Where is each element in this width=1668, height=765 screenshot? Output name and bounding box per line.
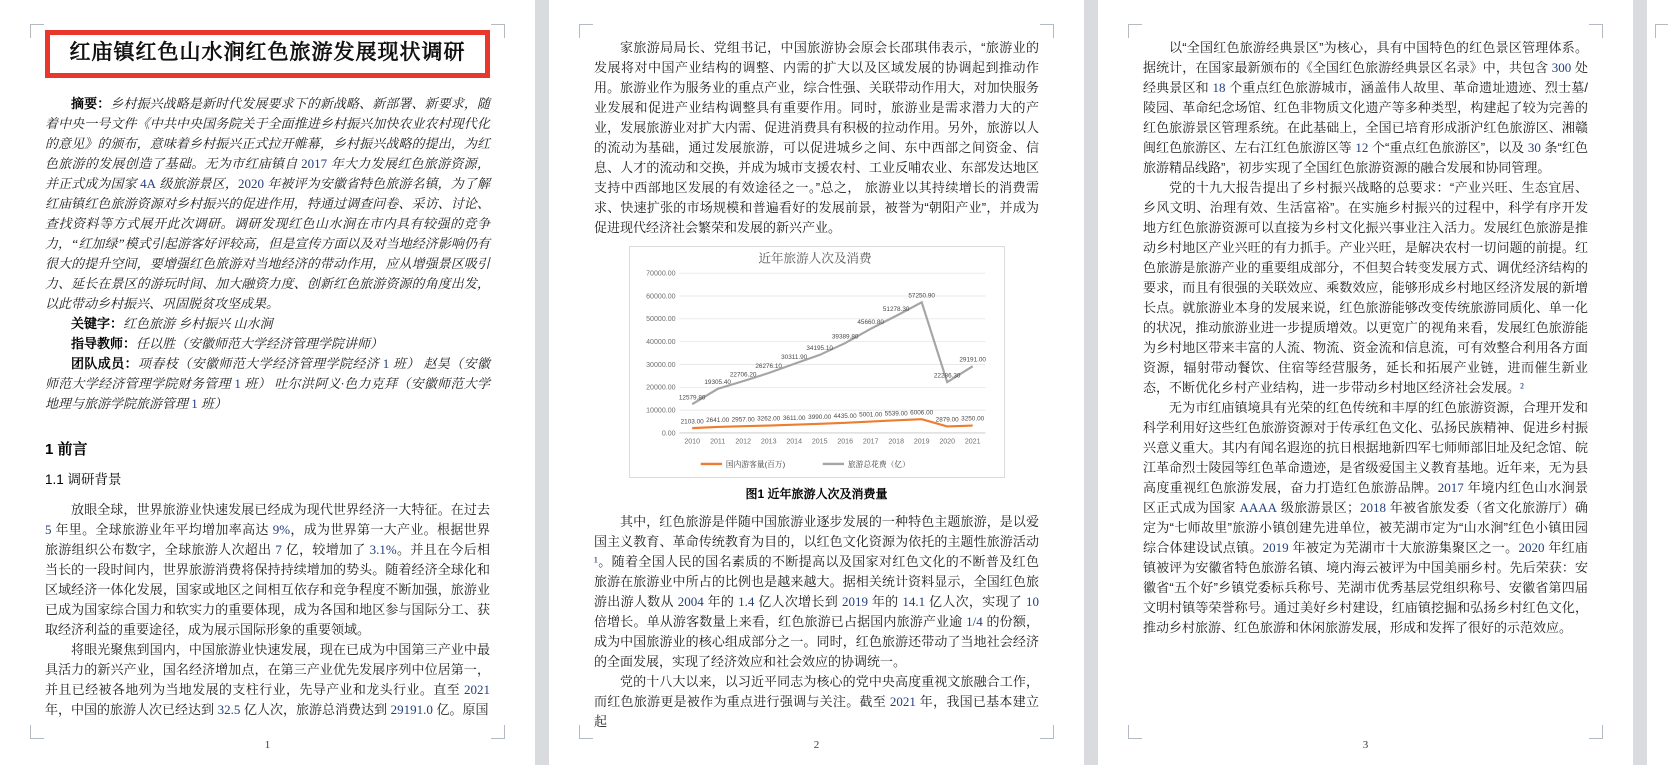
svg-text:2021: 2021 bbox=[964, 438, 981, 446]
svg-text:22286.30: 22286.30 bbox=[933, 372, 960, 380]
paragraph: 无为市红庙镇境具有光荣的红色传统和丰厚的红色旅游资源，合理开发和科学利用好这些红色旅游资源对于传承红色文化、弘扬民族精神、促进乡村振兴意义重大。其内有闻名遐迩的抗日根据地新四军七师师部旧址及纪念馆、皖江革命烈士陵园等红色革命遗迹，是省级爱国主义教育基地。近年来，无为县高度重视红色旅游发展，奋力打造红色旅游品牌。2017 年境内红色山水涧景区正式成为国家 AAAA 级旅游景区；2018 年被省旅发委（省文化旅游厅）确定为“七师故里”旅游小镇创建先进单位，被芜湖市定为“山水涧”红色小镇田园综合体建设试点镇。2019 年被定为芜湖市十大旅游集聚区之一。2020 年红庙镇被评为安徽省特色旅游名镇、境内海云被评为中国美丽乡村。先后荣获：安徽省“五个好”乡镇党委标兵称号、芜湖市优秀基层党组织称号、安徽省第四届文明村镇等荣誉称号。通过美好乡村建设，红庙镇挖掘和弘扬乡村红色文化，推动乡村旅游、红色旅游和休闲旅游发展，形成和发挥了很好的示范效应。 bbox=[1143, 400, 1588, 635]
page-number: 1 bbox=[264, 739, 271, 751]
text-boundary-mark bbox=[1655, 24, 1668, 38]
svg-text:30311.90: 30311.90 bbox=[780, 353, 807, 361]
document-title: 红庙镇红色山水涧红色旅游发展现状调研 bbox=[69, 41, 466, 64]
text-boundary-mark bbox=[1040, 24, 1054, 38]
svg-text:19305.40: 19305.40 bbox=[703, 379, 731, 387]
advisor-line bbox=[45, 334, 490, 354]
text-boundary-mark bbox=[1128, 725, 1142, 739]
svg-text:2016: 2016 bbox=[836, 438, 853, 446]
svg-text:20000.00: 20000.00 bbox=[645, 384, 676, 392]
paragraph: 其中，红色旅游是伴随中国旅游业逐步发展的一种特色主题旅游，是以爱国主义教育、革命传统教育为目的，以红色文化资源为依托的主题性旅游活动¹。随着全国人民的国名素质的不断提高以及国家对红色文化的不断普及红色旅游在旅游业中所占的比例也是越来越大。据相关统计资料显示，全国红色旅游出游人数从 2004 年的 1.4 亿人次增长到 2019 年的 14.1 亿人次，实现了 10 倍增长。单从游客数量上来看，红色旅游已占据国内旅游产业逾 1/4 的份额，成为中国旅游业的核心组成部分之一。同时，红色旅游还带动了当地社会经济的全面发展，实现了经济效应和社会效应的协调统一。 bbox=[594, 513, 1039, 669]
svg-text:2957.00: 2957.00 bbox=[731, 416, 755, 424]
svg-text:29191.00: 29191.00 bbox=[958, 356, 986, 364]
page-2-content bbox=[549, 0, 1084, 732]
page-1[interactable] bbox=[0, 0, 535, 765]
team-line bbox=[45, 354, 490, 414]
text-boundary-mark bbox=[491, 725, 505, 739]
page-2[interactable] bbox=[549, 0, 1084, 765]
svg-text:5539.00: 5539.00 bbox=[884, 410, 908, 418]
paragraph: 党的十九大报告提出了乡村振兴战略的总要求：“产业兴旺、生态宜居、乡风文明、治理有效、生活富裕”。在实施乡村振兴的过程中，科学有序开发地方红色旅游资源可以直接为乡村文化振兴事业注入活力。发展红色旅游是推动乡村地区产业兴旺的有力抓手。产业兴旺，是解决农村一切问题的前提。红色旅游是旅游产业的重要组成部分，不但契合转变发展方式、调优经济结构的要求，而且有很强的关联效应、乘数效应，能够形成乡村地区经济发展的新增长点。就旅游业本身的发展来说，红色旅游能够改变传统旅游同质化、单一化的状况，推动旅游业进一步提质增效。以更宽广的视角来看，发展红色旅游能为乡村地区带来丰富的人流、物流、资金流和信息流，可有效整合利用各方面资源，辐射带动餐饮、住宿等经营服务，延长和拓展产业链，进而催生新业态，不断优化乡村产业结构，进一步带动乡村地区经济社会发展。² bbox=[1143, 180, 1588, 395]
abstract-paragraph bbox=[45, 94, 490, 314]
svg-text:2020: 2020 bbox=[938, 438, 955, 446]
team-text: 项春枝（安徽师范大学经济管理学院经济 1 班） 赵昊（安徽师范大学经济管理学院财务管理 1 班） 吐尔洪阿义·色力克拜（安徽师范大学地理与旅游学院旅游管理 1 班） bbox=[45, 356, 490, 411]
svg-text:50000.00: 50000.00 bbox=[645, 316, 676, 324]
page-gap bbox=[535, 0, 549, 765]
text-boundary-mark bbox=[1589, 725, 1603, 739]
svg-text:39389.80: 39389.80 bbox=[831, 333, 858, 341]
text-boundary-mark bbox=[579, 24, 593, 38]
paragraph: 将眼光聚焦到国内，中国旅游业快速发展，现在已成为中国第三产业中最具活力的新兴产业，国名经济增加点，在第三产业优先发展序列中位居第一，并且已经被各地列为当地发展的支柱行业，先导产业和龙头行业。直至 2021 年，中国的旅游人次已经达到 32.5 亿人次，旅游总消费达到 29191.0 亿。原国 bbox=[45, 642, 490, 717]
text-boundary-mark bbox=[579, 725, 593, 739]
svg-text:22706.20: 22706.20 bbox=[729, 371, 756, 379]
page-3[interactable] bbox=[1098, 0, 1633, 765]
svg-text:旅游总花费（亿）: 旅游总花费（亿） bbox=[847, 459, 910, 469]
svg-text:3611.00: 3611.00 bbox=[782, 414, 805, 422]
page-gap bbox=[1084, 0, 1098, 765]
svg-text:2010: 2010 bbox=[683, 438, 700, 446]
svg-text:2013: 2013 bbox=[760, 438, 777, 446]
svg-text:2017: 2017 bbox=[862, 438, 879, 446]
svg-text:2018: 2018 bbox=[887, 438, 904, 446]
page-gap bbox=[1633, 0, 1647, 765]
svg-text:12579.80: 12579.80 bbox=[678, 394, 705, 402]
abstract-label: 摘要： bbox=[71, 96, 111, 111]
keywords-text: 红色旅游 乡村振兴 山水涧 bbox=[123, 316, 273, 331]
keywords-label: 关键字： bbox=[71, 316, 124, 331]
page-4-edge[interactable] bbox=[1647, 0, 1668, 765]
svg-text:近年旅游人次及消费: 近年旅游人次及消费 bbox=[757, 251, 872, 266]
svg-text:2019: 2019 bbox=[913, 438, 930, 446]
svg-text:34195.10: 34195.10 bbox=[805, 345, 833, 353]
tourism-line-chart bbox=[631, 248, 999, 476]
svg-text:70000.00: 70000.00 bbox=[645, 270, 676, 278]
tourism-figure[interactable] bbox=[629, 246, 1005, 478]
paragraph: 以“全国红色旅游经典景区”为核心，具有中国特色的红色景区管理体系。据统计，在国家最新颁布的《全国红色旅游经典景区名录》中，共包含 300 处经典景区和 18 个重点红色旅游城市，涵盖伟人故里、革命遗址遗迹、烈士墓/陵园、革命纪念场馆、红色非物质文化遗产等多种类型，构建起了较为完善的红色旅游景区管理系统。在此基础上，全国已培育形成浙沪红色旅游区、湘赣闽红色旅游区、左右江红色旅游区等 12 个“重点红色旅游区”，以及 30 条“红色旅游精品线路”，初步实现了全国红色旅游资源的融合发展和协同管理。 bbox=[1143, 40, 1588, 175]
svg-text:3250.00: 3250.00 bbox=[960, 415, 984, 423]
svg-text:30000.00: 30000.00 bbox=[645, 361, 676, 369]
text-boundary-mark bbox=[1040, 725, 1054, 739]
svg-text:4435.00: 4435.00 bbox=[833, 412, 857, 420]
figure-caption: 图1 近年旅游人次及消费量 bbox=[745, 486, 888, 501]
svg-text:6006.00: 6006.00 bbox=[909, 409, 933, 417]
page-number: 3 bbox=[1362, 739, 1369, 751]
paragraph: 家旅游局局长、党组书记，中国旅游协会原会长邵琪伟表示，“旅游业的发展将对中国产业结构的调整、内需的扩大以及区域发展的协调起到推动作用。旅游业作为服务业的重点产业，综合性强、关联带动作用大，对加快服务业发展和促进产业结构调整具有重要作用。同时，旅游业是需求潜力大的产业，发展旅游业对扩大内需、促进消费具有积极的拉动作用。另外，旅游以人的流动为基础，通过发展旅游，可以促进城乡之间、东中西部之间资金、信息、人才的流动和交换，并成为城市支援农村、工业反哺农业、东部发达地区支持中西部地区发展的有效途径之一。”总之， 旅游业以其持续增长的消费需求、快速扩张的市场规模和普遍看好的发展前景，被誉为“朝阳产业”，并成为促进现代经济社会繁荣和发展的新兴产业。 bbox=[594, 40, 1039, 235]
svg-text:3990.00: 3990.00 bbox=[807, 414, 831, 422]
svg-text:2015: 2015 bbox=[811, 438, 828, 446]
page-number: 2 bbox=[813, 739, 820, 751]
svg-text:57250.90: 57250.90 bbox=[907, 292, 935, 300]
document-title-box bbox=[45, 30, 490, 78]
svg-text:60000.00: 60000.00 bbox=[645, 293, 676, 301]
page-3-content bbox=[1098, 0, 1633, 638]
page-1-content bbox=[0, 0, 535, 720]
text-boundary-mark bbox=[30, 725, 44, 739]
svg-text:2641.00: 2641.00 bbox=[705, 417, 729, 425]
svg-text:51278.30: 51278.30 bbox=[882, 306, 909, 314]
text-boundary-mark bbox=[30, 24, 44, 38]
svg-text:5001.00: 5001.00 bbox=[858, 411, 882, 419]
text-boundary-mark bbox=[1128, 24, 1142, 38]
team-label: 团队成员： bbox=[71, 356, 138, 371]
svg-text:2012: 2012 bbox=[734, 438, 751, 446]
section-heading-1: 1 前言 bbox=[45, 441, 88, 458]
advisor-label: 指导教师： bbox=[71, 336, 137, 351]
paragraph: 放眼全球，世界旅游业快速发展已经成为现代世界经济一大特征。在过去 5 年里。全球旅游业年平均增加率高达 9%，成为世界第一大产业。根据世界旅游组织公布数字，全球旅游人次超出 7 亿，较增加了 3.1%。并且在今后相当长的一段时间内，世界旅游消费将保持持续增加的势头。随着经济全球化和区域经济一体化发展，国家或地区之间相互依存和竞争程度不断加强，旅游业已成为国家综合国力和软实力的重要体现，成为各国和地区参与国际分工、获取经济利益的重要途径，成为展示国际形象的重要领域。 bbox=[45, 502, 490, 637]
section-heading-1-1: 1.1 调研背景 bbox=[45, 472, 122, 487]
svg-text:3262.00: 3262.00 bbox=[756, 415, 780, 423]
svg-text:2011: 2011 bbox=[709, 438, 725, 446]
svg-text:10000.00: 10000.00 bbox=[645, 407, 676, 415]
svg-text:2014: 2014 bbox=[785, 438, 802, 446]
paragraph: 党的十八大以来，以习近平同志为核心的党中央高度重视文旅融合工作，而红色旅游更是被作为重点进行强调与关注。截至 2021 年，我国已基本建立起 bbox=[594, 673, 1039, 729]
svg-text:2103.00: 2103.00 bbox=[680, 418, 704, 426]
svg-text:26276.10: 26276.10 bbox=[754, 363, 782, 371]
svg-text:国内游客量(百万): 国内游客量(百万) bbox=[725, 459, 785, 469]
text-boundary-mark bbox=[491, 24, 505, 38]
svg-text:2879.00: 2879.00 bbox=[935, 416, 959, 424]
svg-text:0.00: 0.00 bbox=[661, 430, 676, 438]
svg-text:45660.80: 45660.80 bbox=[856, 318, 884, 326]
svg-text:40000.00: 40000.00 bbox=[645, 338, 676, 346]
advisor-text: 任以胜（安徽师范大学经济管理学院讲师） bbox=[136, 336, 384, 351]
keywords-line bbox=[45, 314, 490, 334]
text-boundary-mark bbox=[1589, 24, 1603, 38]
abstract-text: 乡村振兴战略是新时代发展要求下的新战略、新部署、新要求，随着中央一号文件《中共中央国务院关于全面推进乡村振兴加快农业农村现代化的意见》的颁布，意味着乡村振兴正式拉开帷幕，乡村振兴战略的提出，为红色旅游的发展创造了基础。无为市红庙镇自 2017 年大力发展红色旅游资源，并正式成为国家 4A 级旅游景区，2020 年被评为安徽省特色旅游名镇，为了解红庙镇红色旅游资源对乡村振兴的促进作用，特通过调查问卷、采访、讨论、查找资料等方式展开此次调研。调研发现红色山水涧在市内具有较强的竞争力，“红加绿”模式引起游客好评较高，但是宣传方面以及对当地经济影响仍有很大的提升空间，要增强红色旅游对当地经济的带动作用，应从增强景区吸引力、延长在景区的游玩时间、加大融资力度、创新红色旅游资源的角度出发，以此带动乡村振兴、巩固脱贫攻坚成果。 bbox=[45, 96, 490, 311]
